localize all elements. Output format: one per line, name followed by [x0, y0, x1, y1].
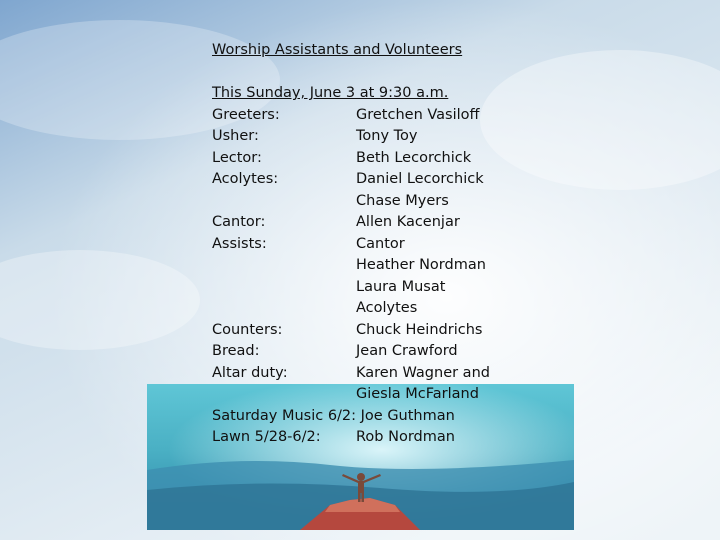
volunteer-name: Rob Nordman	[356, 429, 455, 445]
page-title: Worship Assistants and Volunteers	[212, 42, 463, 58]
volunteer-name: Gretchen Vasiloff	[356, 106, 480, 123]
volunteer-name: Chase Myers	[356, 192, 449, 209]
list-item	[212, 191, 592, 213]
list-item	[212, 341, 592, 363]
volunteer-document	[212, 40, 592, 449]
volunteer-name: Chuck Heindrichs	[356, 321, 483, 338]
role-label: Greeters:	[212, 106, 280, 123]
list-item	[212, 277, 592, 299]
role-label: Cantor:	[212, 214, 266, 230]
volunteer-name: Jean Crawford	[356, 343, 458, 359]
list-item	[212, 234, 592, 256]
list-item	[212, 212, 592, 234]
list-item	[212, 126, 592, 148]
volunteer-name: Allen Kacenjar	[356, 214, 460, 230]
volunteer-name: Giesla McFarland	[356, 386, 479, 402]
list-item	[212, 105, 592, 127]
volunteer-name: Heather Nordman	[356, 257, 486, 273]
list-item	[212, 363, 592, 385]
volunteer-name: Tony Toy	[356, 128, 418, 144]
role-label: Altar duty:	[212, 364, 288, 381]
list-item	[212, 255, 592, 277]
list-item	[212, 148, 592, 170]
volunteer-name: Beth Lecorchick	[356, 149, 472, 166]
volunteer-name: Acolytes	[356, 300, 418, 316]
role-label: Lector:	[212, 149, 262, 166]
volunteer-name: Karen Wagner and	[356, 364, 490, 381]
role-label: Bread:	[212, 343, 260, 359]
list-item	[212, 384, 592, 406]
volunteer-name: Daniel Lecorchick	[356, 171, 484, 187]
role-label: Acolytes:	[212, 171, 279, 187]
saturday-music-line: Saturday Music 6/2: Joe Guthman	[212, 407, 455, 424]
list-item	[212, 427, 592, 449]
role-label: Assists:	[212, 235, 267, 252]
volunteer-name: Laura Musat	[356, 278, 446, 295]
role-label: Lawn 5/28-6/2:	[212, 429, 321, 445]
list-item	[212, 169, 592, 191]
date-line: This Sunday, June 3 at 9:30 a.m.	[212, 85, 449, 101]
role-label: Counters:	[212, 321, 283, 338]
role-label: Usher:	[212, 128, 259, 144]
volunteer-name: Cantor	[356, 235, 405, 252]
list-item	[212, 298, 592, 320]
list-item	[212, 320, 592, 342]
